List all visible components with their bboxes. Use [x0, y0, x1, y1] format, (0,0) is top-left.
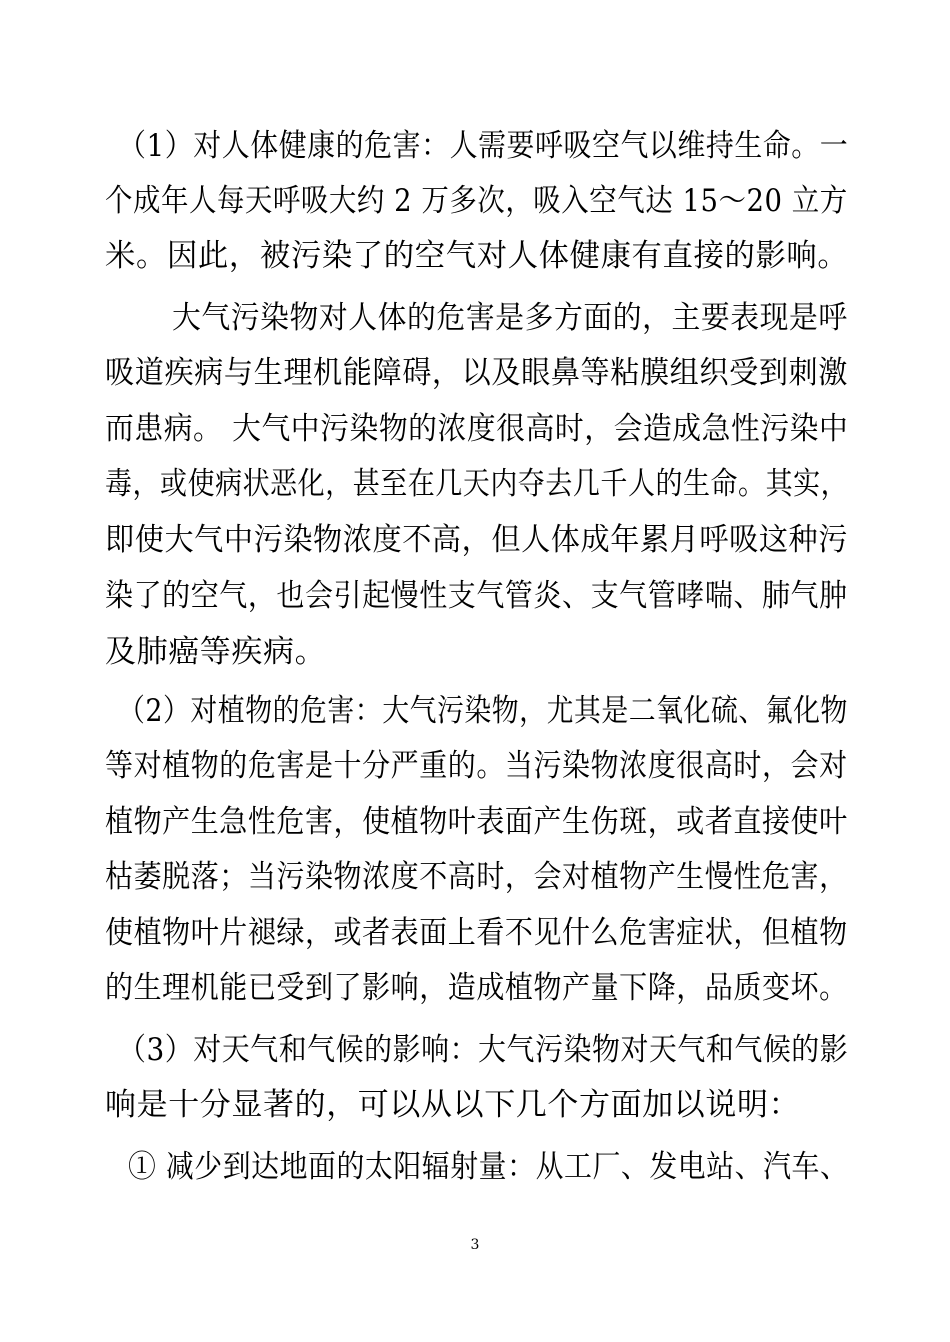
text-line: 及肺癌等疾病。 — [105, 634, 327, 670]
text-line: 个成年人每天呼吸大约 2 万多次，吸入空气达 15～20 立方 — [105, 183, 848, 219]
page-number: 3 — [470, 1237, 480, 1253]
text-line: 即使大气中污染物浓度不高，但人体成年累月呼吸这种污 — [105, 522, 848, 558]
text-line: 等对植物的危害是十分严重的。当污染物浓度很高时，会对 — [105, 748, 848, 784]
text-line: ① 减少到达地面的太阳辐射量：从工厂、发电站、汽车、 — [128, 1149, 849, 1185]
text-line: 枯萎脱落；当污染物浓度不高时，会对植物产生慢性危害， — [105, 859, 848, 895]
text-line: （2）对植物的危害：大气污染物，尤其是二氧化硫、氟化物 — [118, 693, 848, 729]
text-line: 米。因此，被污染了的空气对人体健康有直接的影响。 — [105, 238, 849, 274]
text-line: 使植物叶片褪绿，或者表面上看不见什么危害症状，但植物 — [105, 915, 848, 951]
text-line: 而患病。 大气中污染物的浓度很高时，会造成急性污染中 — [105, 411, 849, 447]
text-line: （1）对人体健康的危害：人需要呼吸空气以维持生命。一 — [118, 128, 849, 164]
text-line: 植物产生急性危害，使植物叶表面产生伤斑，或者直接使叶 — [105, 804, 848, 840]
text-line: 的生理机能已受到了影响，造成植物产量下降，品质变坏。 — [105, 970, 848, 1006]
text-line: 吸道疾病与生理机能障碍，以及眼鼻等粘膜组织受到刺激 — [105, 355, 848, 391]
text-line: （3）对天气和气候的影响：大气污染物对天气和气候的影 — [118, 1032, 849, 1068]
text-line: 毒，或使病状恶化，甚至在几天内夺去几千人的生命。其实， — [105, 466, 849, 502]
text-line: 大气污染物对人体的危害是多方面的，主要表现是呼 — [172, 300, 848, 336]
text-line: 响是十分显著的，可以从以下几个方面加以说明： — [105, 1087, 801, 1123]
text-line: 染了的空气，也会引起慢性支气管炎、支气管哮喘、肺气肿 — [105, 578, 848, 614]
